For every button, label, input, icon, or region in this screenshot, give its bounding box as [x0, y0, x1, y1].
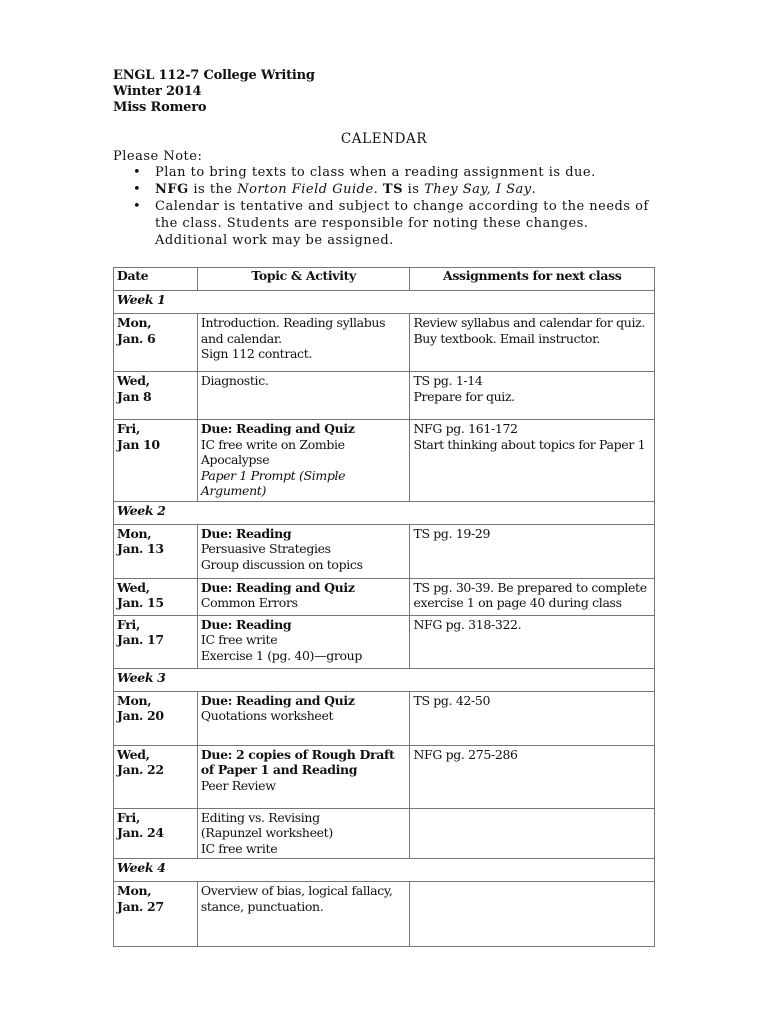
topic-cell [197, 372, 410, 420]
topic-cell [197, 578, 410, 615]
assignment-cell [410, 745, 655, 808]
topic-line: stance, punctuation. [200, 898, 324, 914]
topic-cell [197, 420, 410, 502]
weekday: Mon, [117, 315, 152, 330]
topic-line: and calendar. [200, 330, 282, 346]
topic-line: IC free write on Zombie [200, 436, 345, 452]
date: Jan. 6 [117, 330, 156, 346]
week-label: Week 2 [114, 501, 655, 524]
topic-line: Persuasive Strategies [200, 541, 331, 556]
calendar-table [113, 267, 655, 947]
due-line: Due: Reading [200, 525, 292, 541]
topic-line: (Rapunzel worksheet) [200, 825, 333, 840]
due-line: of Paper 1 and Reading [200, 762, 358, 777]
topic-cell [197, 808, 410, 859]
assignment-line: TS pg. 19-29 [413, 525, 491, 541]
assignment-line: TS pg. 42-50 [413, 692, 491, 708]
col-header-assignments: Assignments for next class [410, 268, 655, 291]
weekday: Mon, [117, 525, 152, 541]
week-label: Week 1 [114, 291, 655, 314]
assignment-line: exercise 1 on page 40 during class [413, 595, 622, 610]
date-cell [114, 372, 198, 420]
date: Jan 10 [117, 436, 160, 452]
assignment-line: Review syllabus and calendar for quiz. [413, 315, 645, 330]
date-cell [114, 745, 198, 808]
prompt-line: Argument) [200, 483, 266, 498]
date: Jan. 27 [117, 898, 164, 914]
due-line: Due: 2 copies of Rough Draft [200, 746, 395, 762]
note-abbr-ts: TS [382, 182, 403, 197]
date: Jan. 13 [117, 541, 164, 556]
note-book-title: Norton Field Guide [237, 182, 374, 197]
notes-list [133, 164, 653, 249]
prompt-line: Paper 1 Prompt (Simple [200, 467, 346, 483]
note-text: is the [188, 182, 238, 197]
topic-cell [197, 615, 410, 668]
due-line: Due: Reading and Quiz [200, 579, 355, 595]
assignment-cell [410, 808, 655, 859]
week-label: Week 3 [114, 668, 655, 691]
date-cell [114, 691, 198, 745]
table-row [114, 691, 655, 745]
topic-line: Diagnostic. [200, 373, 269, 388]
topic-cell [197, 314, 410, 372]
bullet-icon: • [133, 165, 142, 180]
page-title: CALENDAR [340, 131, 428, 147]
due-line: Due: Reading and Quiz [200, 692, 355, 708]
topic-line: Quotations worksheet [200, 708, 334, 723]
assignment-line: Prepare for quiz. [413, 388, 515, 404]
table-row [114, 420, 655, 502]
assignment-cell [410, 882, 655, 947]
topic-cell [197, 882, 410, 947]
topic-line: Editing vs. Revising [200, 809, 320, 825]
weekday: Fri, [117, 616, 140, 632]
bullet-icon: • [133, 182, 142, 197]
weekday: Wed, [117, 373, 150, 388]
date-cell [114, 578, 198, 615]
note-text: . [373, 182, 383, 197]
assignment-line: NFG pg. 318-322. [413, 616, 522, 632]
assignment-line: TS pg. 1-14 [413, 373, 483, 388]
instructor: Miss Romero [113, 100, 207, 115]
assignment-line: NFG pg. 275-286 [413, 746, 518, 762]
topic-line: Common Errors [200, 595, 298, 610]
date-cell [114, 615, 198, 668]
week-row [114, 291, 655, 314]
assignment-cell [410, 314, 655, 372]
date: Jan. 17 [117, 632, 164, 647]
weekday: Wed, [117, 746, 150, 762]
topic-line: Group discussion on topics [200, 556, 363, 572]
note-item [133, 181, 653, 198]
date-cell [114, 882, 198, 947]
date: Jan. 15 [117, 595, 164, 610]
table-row [114, 615, 655, 668]
course-header [113, 68, 315, 116]
term: Winter 2014 [113, 84, 202, 99]
note-abbr-nfg: NFG [155, 182, 189, 197]
assignment-line: TS pg. 30-39. Be prepared to complete [413, 579, 647, 595]
assignment-line: NFG pg. 161-172 [413, 421, 518, 436]
assignment-line: Start thinking about topics for Paper 1 [413, 436, 646, 452]
table-row [114, 882, 655, 947]
note-text: . [531, 182, 537, 197]
assignment-cell [410, 524, 655, 578]
week-row [114, 668, 655, 691]
col-header-date: Date [114, 268, 198, 291]
date: Jan. 20 [117, 708, 164, 723]
due-line: Due: Reading and Quiz [200, 421, 355, 436]
col-header-topic: Topic & Activity [197, 268, 410, 291]
date: Jan. 24 [117, 825, 164, 840]
topic-cell [197, 524, 410, 578]
date: Jan 8 [117, 388, 152, 404]
note-text: is [402, 182, 425, 197]
assignment-cell [410, 578, 655, 615]
date-cell [114, 808, 198, 859]
note-text: Plan to bring texts to class when a reading assignment is due. [155, 165, 596, 180]
course-name: ENGL 112-7 College Writing [113, 68, 315, 83]
assignment-cell [410, 615, 655, 668]
table-row [114, 314, 655, 372]
table-row [114, 578, 655, 615]
assignment-cell [410, 420, 655, 502]
date-cell [114, 314, 198, 372]
table-row [114, 524, 655, 578]
assignment-cell [410, 372, 655, 420]
topic-line: Introduction. Reading syllabus [200, 315, 386, 330]
weekday: Fri, [117, 421, 140, 436]
due-line: Due: Reading [200, 616, 292, 632]
note-book-title: They Say, I Say [424, 182, 532, 197]
assignment-cell [410, 691, 655, 745]
note-item [133, 164, 653, 181]
date-cell [114, 420, 198, 502]
weekday: Fri, [117, 809, 140, 825]
date: Jan. 22 [117, 762, 164, 777]
topic-line: Overview of bias, logical fallacy, [200, 883, 393, 898]
topic-line: IC free write [200, 840, 278, 856]
table-header-row [114, 268, 655, 291]
topic-line: Peer Review [200, 777, 276, 793]
week-row [114, 859, 655, 882]
table-row [114, 372, 655, 420]
topic-line: IC free write [200, 632, 278, 647]
weekday: Mon, [117, 883, 152, 898]
topic-cell [197, 691, 410, 745]
table-row [114, 745, 655, 808]
week-row [114, 501, 655, 524]
topic-cell [197, 745, 410, 808]
note-item [133, 198, 653, 249]
topic-line: Exercise 1 (pg. 40)—group [200, 647, 363, 663]
table-row [114, 808, 655, 859]
note-text: Calendar is tentative and subject to change according to the needs of the class. Students are responsible for noting these changes. Additional work may be assigned. [155, 199, 649, 248]
assignment-line: Buy textbook. Email instructor. [413, 330, 600, 346]
topic-line: Apocalypse [200, 452, 270, 467]
weekday: Wed, [117, 579, 150, 595]
topic-line: Sign 112 contract. [200, 346, 313, 361]
bullet-icon: • [133, 199, 142, 214]
date-cell [114, 524, 198, 578]
week-label: Week 4 [114, 859, 655, 882]
please-note-label: Please Note: [113, 149, 203, 164]
weekday: Mon, [117, 692, 152, 708]
